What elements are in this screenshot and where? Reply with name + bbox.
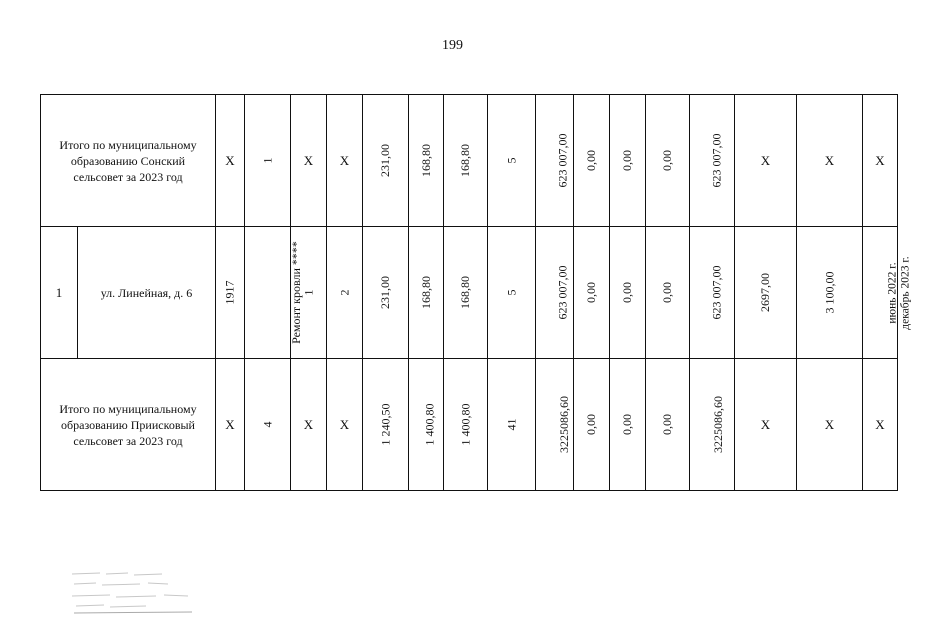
cell-address: ул. Линейная, д. 6: [78, 227, 216, 359]
total-label-cell: [41, 95, 216, 227]
cell-f2: 0,00: [610, 227, 646, 359]
cell-people: 5: [488, 95, 536, 227]
cell-work: 4: [245, 359, 291, 491]
total-label-cell: [41, 359, 216, 491]
cell-f3: 0,00: [646, 95, 690, 227]
cell-area2: 168,80: [409, 95, 444, 227]
cell-area1: 231,00: [363, 95, 409, 227]
cell-area3: 168,80: [444, 95, 488, 227]
total-label: Итого по муниципальному образованию Сонский сельсовет за 2023 год: [59, 137, 197, 184]
cell-u1: 2697,00: [735, 227, 797, 359]
cell-year: 1917: [216, 227, 245, 359]
cell-b: 2: [327, 227, 363, 359]
cell-a: 1: [291, 227, 327, 359]
cell-b: X: [327, 95, 363, 227]
cell-f4: 623 007,00: [690, 227, 735, 359]
cell-f1: 0,00: [574, 227, 610, 359]
date-end: декабрь 2023 г.: [899, 255, 912, 330]
cell-f1: 0,00: [574, 95, 610, 227]
cell-f3: 0,00: [646, 359, 690, 491]
cell-a: X: [291, 95, 327, 227]
cell-f2: 0,00: [610, 359, 646, 491]
cell-people: 5: [488, 227, 536, 359]
table-row-total-priiskovy: [41, 359, 898, 491]
cell-people: 41: [488, 359, 536, 491]
cell-f3: 0,00: [646, 227, 690, 359]
cell-u2: X: [797, 359, 863, 491]
total-label: Итого по муниципальному образованию Приисковый сельсовет за 2023 год: [59, 401, 197, 448]
faint-stamp-marks: [70, 570, 195, 615]
cell-num: 1: [41, 227, 78, 359]
table-row-total-sonsky: [41, 95, 898, 227]
cell-f4: 623 007,00: [690, 95, 735, 227]
cell-year: X: [216, 359, 245, 491]
cell-u1: X: [735, 95, 797, 227]
cell-area3: 1 400,80: [444, 359, 488, 491]
cell-work: Ремонт кровли ****: [245, 227, 291, 359]
cell-area3: 168,80: [444, 227, 488, 359]
cell-total: 623 007,00: [536, 227, 574, 359]
page-number: 199: [442, 38, 463, 53]
cell-f1: 0,00: [574, 359, 610, 491]
cell-u2: X: [797, 95, 863, 227]
cell-total: 3225086,60: [536, 359, 574, 491]
date-start: июнь 2022 г.: [886, 261, 899, 324]
budget-table: [40, 94, 912, 491]
cell-b: X: [327, 359, 363, 491]
cell-area1: 1 240,50: [363, 359, 409, 491]
cell-dates: [863, 227, 912, 359]
cell-total: 623 007,00: [536, 95, 574, 227]
cell-work: 1: [245, 95, 291, 227]
cell-area1: 231,00: [363, 227, 409, 359]
cell-year: X: [216, 95, 245, 227]
cell-f4: 3225086,60: [690, 359, 735, 491]
cell-area2: 168,80: [409, 227, 444, 359]
cell-dates: X: [863, 95, 898, 227]
cell-u1: X: [735, 359, 797, 491]
cell-a: X: [291, 359, 327, 491]
dates-stack: [887, 256, 913, 329]
table-row-house: [41, 227, 898, 359]
cell-f2: 0,00: [610, 95, 646, 227]
cell-dates: X: [863, 359, 898, 491]
cell-area2: 1 400,80: [409, 359, 444, 491]
cell-u2: 3 100,00: [797, 227, 863, 359]
